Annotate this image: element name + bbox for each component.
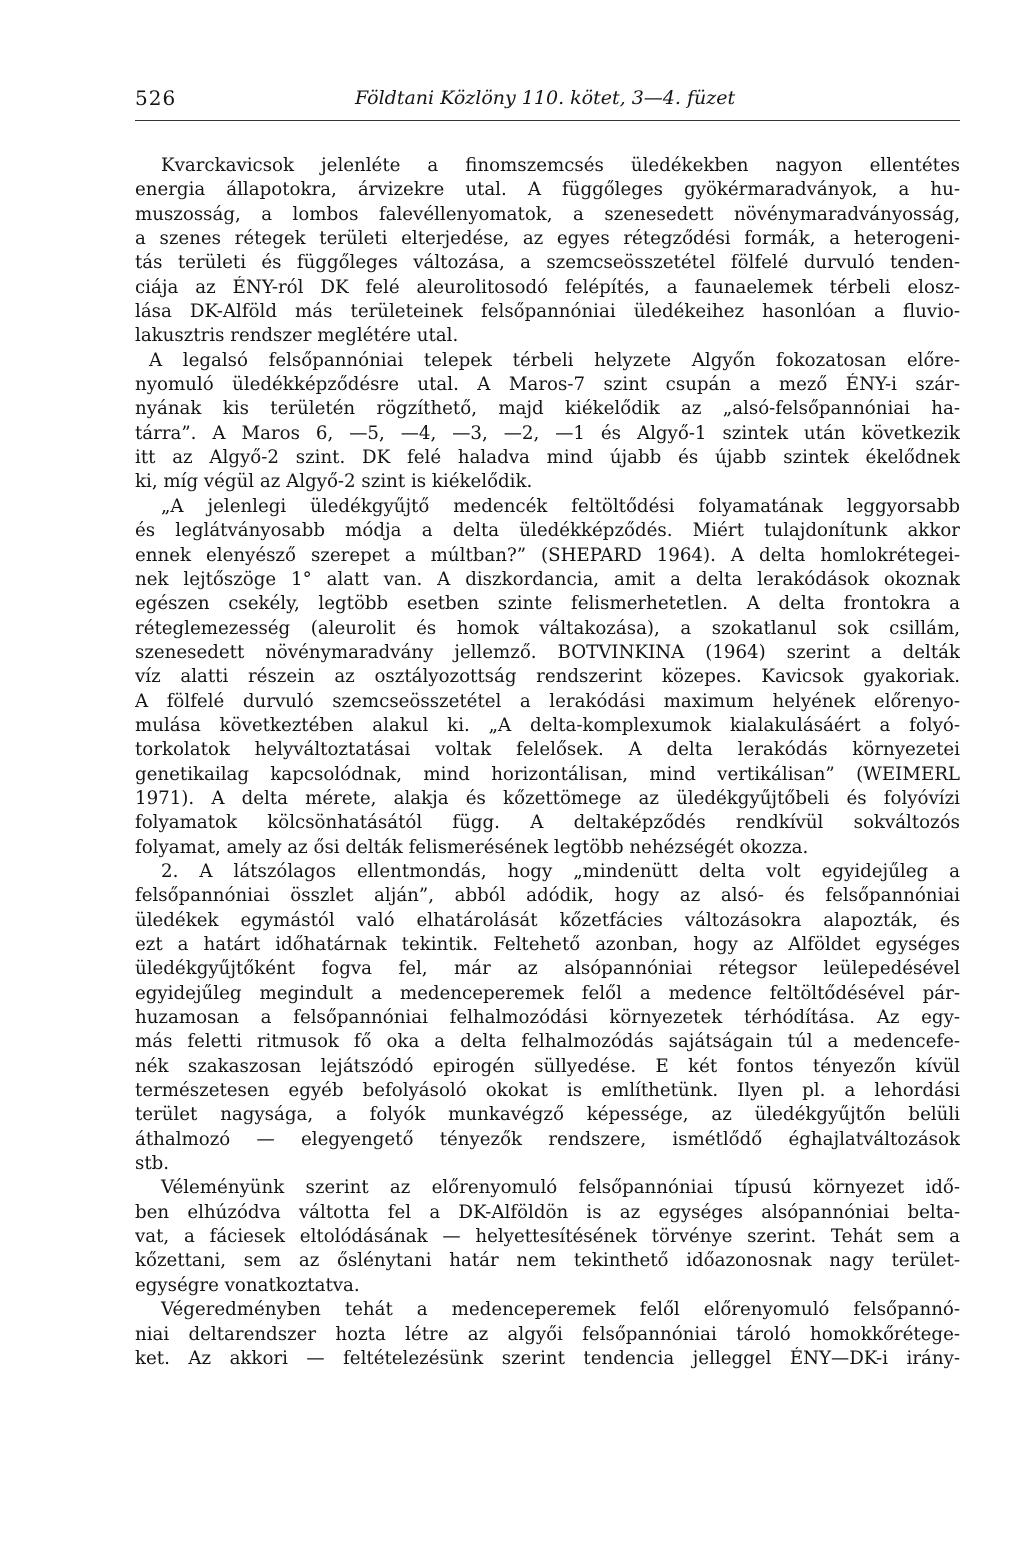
text-line: nék szakaszosan lejátszódó epirogén süllyedése. E két fontos tényezőn kívül	[135, 1055, 960, 1077]
text-line: és leglátványosabb módja a delta üledékképződés. Miért tulajdonítunk akkor	[135, 520, 960, 542]
text-line: muszosság, a lombos falevéllenyomatok, a szenesedett növénymaradványosság,	[135, 203, 960, 225]
text-line: Végeredményben tehát a medenceperemek felől előrenyomuló felsőpannó-	[161, 1299, 960, 1321]
text-line: folyamatok kölcsönhatásától függ. A deltaképződés rendkívül sokváltozós	[135, 812, 960, 834]
text-line: vat, a fáciesek eltolódásának — helyettesítésének törvénye szerint. Tehát sem a	[135, 1226, 960, 1248]
text-line: energia állapotokra, árvizekre utal. A függőleges gyökérmaradványok, a hu-	[135, 179, 960, 201]
text-line: niai deltarendszer hozta létre az algyői felsőpannóniai tároló homokkőrétege-	[135, 1323, 960, 1345]
text-line: genetikailag kapcsolódnak, mind horizontálisan, mind vertikálisan” (WEIMERL	[135, 763, 960, 785]
text-line: 1971). A delta mérete, alakja és kőzettömege az üledékgyűjtőbeli és folyóvízi	[135, 787, 960, 809]
text-line: lakusztris rendszer meglétére utal.	[135, 325, 459, 347]
running-header	[135, 86, 960, 116]
text-line: tárra”. A Maros 6, —5, —4, —3, —2, —1 és Algyő-1 szintek után következik	[135, 422, 960, 444]
text-line: ket. Az akkori — feltételezésünk szerint tendencia jelleggel ÉNY—DK-i irány-	[135, 1347, 960, 1369]
text-line: egészen csekély, legtöbb esetben szinte felismerhetetlen. A delta frontokra a	[135, 593, 960, 615]
header-rule	[135, 120, 960, 121]
text-line: egységre vonatkoztatva.	[135, 1274, 360, 1296]
paragraph	[135, 495, 960, 860]
journal-title: Földtani Közlöny 110. kötet, 3—4. füzet	[355, 87, 736, 109]
text-line: A fölfelé durvuló szemcseösszetétel a lerakódási maximum helyének előrenyo-	[135, 690, 960, 712]
text-line: ciája az ÉNY-ról DK felé aleurolitosodó felépítés, a faunaelemek térbeli elosz-	[135, 276, 960, 298]
paragraph	[135, 154, 960, 349]
text-line: természetesen egyéb befolyásoló okokat is említhetünk. Ilyen pl. a lehordási	[135, 1080, 960, 1102]
text-line: a szenes rétegek területi elterjedése, az egyes rétegződési formák, a heterogeni-	[135, 228, 960, 250]
text-line: terület nagysága, a folyók munkavégző képessége, az üledékgyűjtőn belüli	[135, 1104, 960, 1126]
paragraph	[135, 1176, 960, 1298]
text-line: stb.	[135, 1153, 170, 1175]
text-line: mulása következtében alakul ki. „A delta-komplexumok kialakulásáért a folyó-	[135, 714, 960, 736]
text-line: itt az Algyő-2 szint. DK felé haladva mind újabb és újabb szintek ékelődnek	[135, 447, 960, 469]
text-line: áthalmozó — elegyengető tényezők rendszere, ismétlődő éghajlatváltozások	[135, 1128, 960, 1150]
text-line: A legalsó felsőpannóniai telepek térbeli helyzete Algyőn fokozatosan előre-	[149, 349, 960, 371]
text-line: üledékek egymástól való elhatárolását kőzetfácies változásokra alapozták, és	[135, 909, 960, 931]
text-line: felsőpannóniai összlet alján”, abból adódik, hogy az alsó- és felsőpannóniai	[135, 885, 960, 907]
text-line: víz alatti részein az osztályozottság rendszerint közepes. Kavicsok gyakoriak.	[135, 666, 960, 688]
text-line: ezt a határt időhatárnak tekintik. Feltehető azonban, hogy az Alföldet egységes	[135, 934, 960, 955]
text-line: lása DK-Alföld más területeinek felsőpannóniai üledékeihez hasonlóan a fluvio-	[135, 301, 960, 323]
text-line: tás területi és függőleges változása, a szemcseösszetétel fölfelé durvuló tenden-	[135, 252, 960, 274]
body-text	[135, 154, 960, 1371]
text-line: nyának kis területén rögzíthető, majd kiékelődik az „alsó-felsőpannóniai ha-	[135, 398, 960, 420]
paragraph	[135, 1298, 960, 1371]
text-line: nyomuló üledékképződésre utal. A Maros-7 szint csupán a mező ÉNY-i szár-	[135, 374, 960, 396]
text-line: nek lejtőszöge 1° alatt van. A diszkordancia, amit a delta lerakódások okoznak	[135, 568, 960, 590]
text-line: ki, míg végül az Algyő-2 szint is kiékelődik.	[135, 471, 533, 493]
text-line: „A jelenlegi üledékgyűjtő medencék feltöltődési folyamatának leggyorsabb	[161, 495, 960, 517]
text-line: egyidejűleg megindult a medenceperemek felől a medence feltöltődésével pár-	[135, 982, 960, 1004]
text-line: ennek elenyésző szerepet a múltban?” (SHEPARD 1964). A delta homlokrétegei-	[135, 544, 960, 566]
text-line: 2. A látszólagos ellentmondás, hogy „mindenütt delta volt egyidejűleg a	[161, 860, 960, 882]
text-line: folyamat, amely az ősi delták felismerésének legtöbb nehézségét okozza.	[135, 836, 809, 858]
paragraph	[135, 860, 960, 1176]
text-line: szenesedett növénymaradvány jellemző. BOTVINKINA (1964) szerint a delták	[135, 641, 960, 663]
text-line: réteglemezesség (aleurolit és homok váltakozása), a szokatlanul sok csillám,	[135, 617, 960, 639]
text-line: torkolatok helyváltoztatásai voltak felelősek. A delta lerakódás környezetei	[135, 739, 960, 761]
text-line: huzamosan a felsőpannóniai felhalmozódási környezetek térhódítása. Az egy-	[135, 1007, 960, 1029]
text-line: Véleményünk szerint az előrenyomuló felsőpannóniai típusú környezet idő-	[161, 1177, 960, 1199]
page-number: 526	[135, 86, 177, 110]
text-line: kőzettani, sem az őslénytani határ nem tekinthető időazonosnak nagy terület-	[135, 1250, 960, 1272]
paragraph	[135, 349, 960, 495]
text-line: ben elhúzódva váltotta fel a DK-Alföldön is az egységes alsópannóniai belta-	[135, 1201, 960, 1223]
text-line: üledékgyűjtőként fogva fel, már az alsópannóniai rétegsor leülepedésével	[135, 958, 960, 980]
text-line: Kvarckavicsok jelenléte a finomszemcsés üledékekben nagyon ellentétes	[161, 155, 960, 176]
text-line: más feletti ritmusok fő oka a delta felhalmozódás sajátságain túl a medencefe-	[135, 1031, 960, 1053]
